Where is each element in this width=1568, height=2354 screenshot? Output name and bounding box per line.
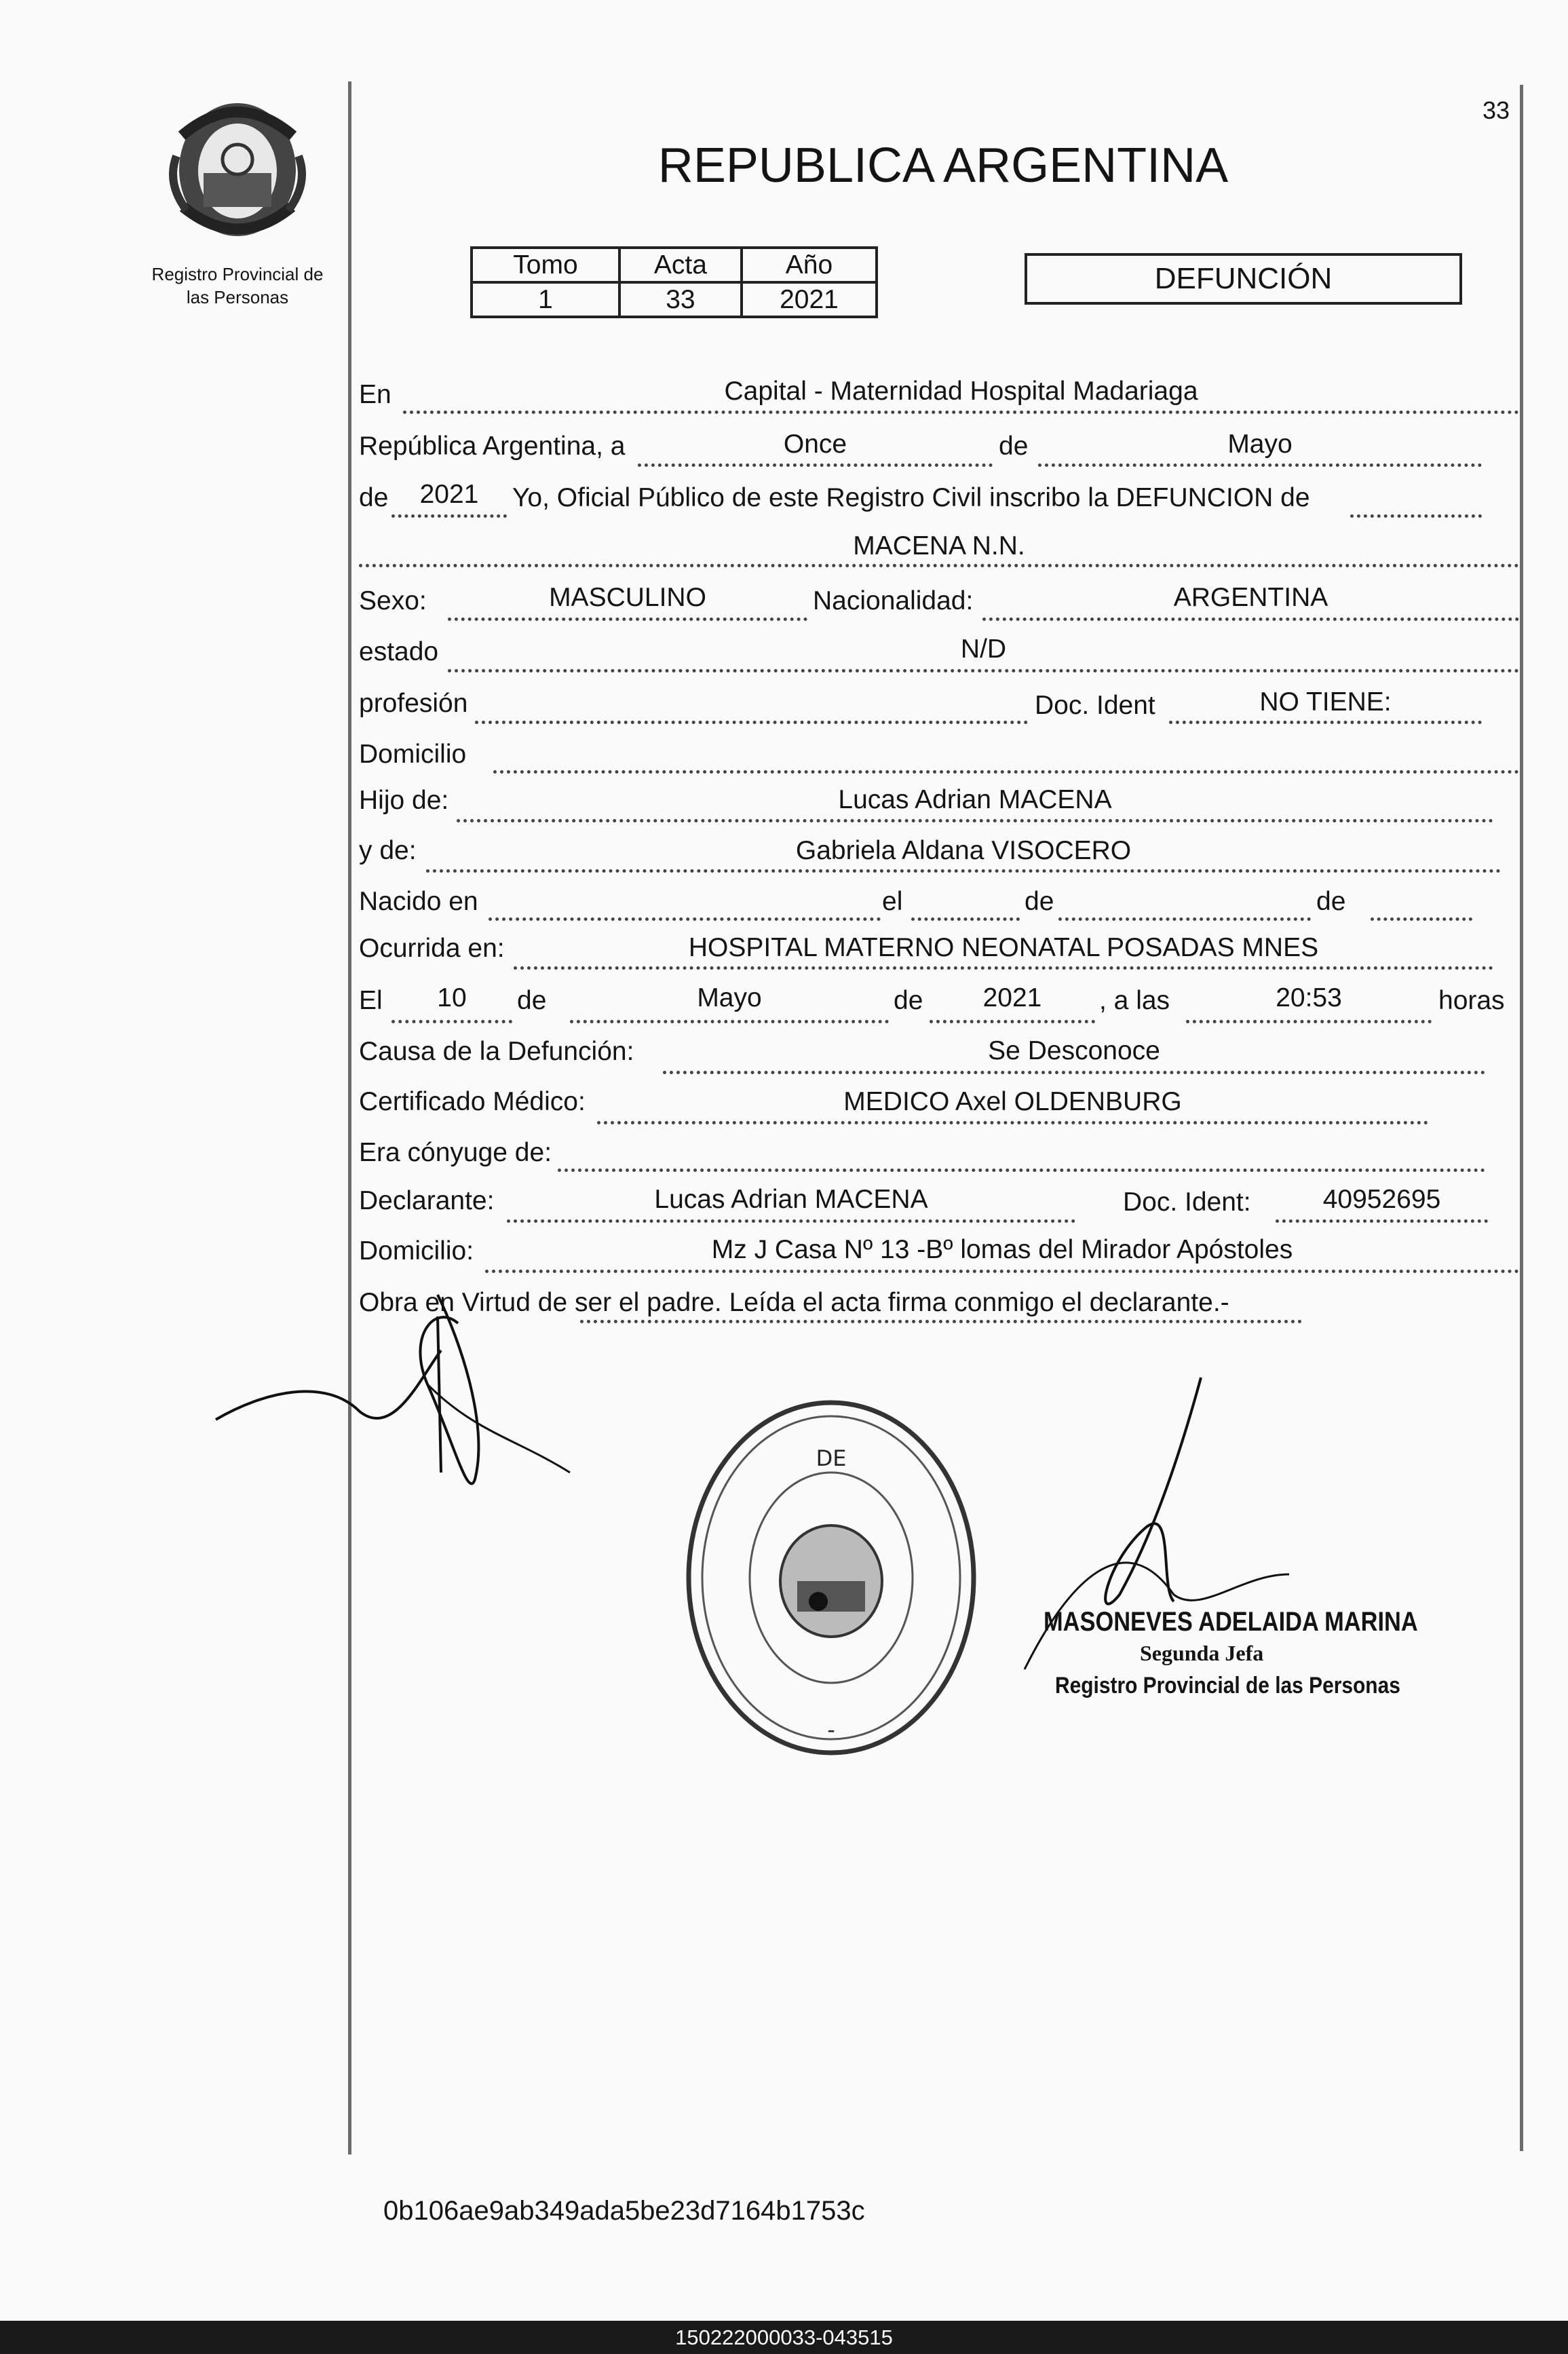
dotted-line <box>1371 917 1472 921</box>
official-seal <box>678 1394 984 1761</box>
stamp-org: Registro Provincial de las Personas <box>1055 1673 1400 1698</box>
field-sexo: MASCULINO <box>549 583 706 612</box>
dotted-line <box>1038 463 1482 467</box>
label-doc-ident: Doc. Ident <box>1035 691 1155 720</box>
dotted-line <box>475 721 1028 724</box>
field-nacionalidad: ARGENTINA <box>1173 583 1328 612</box>
label-estado: estado <box>359 637 439 666</box>
dotted-line <box>448 669 1519 672</box>
label-y-de: y de: <box>359 836 417 865</box>
stamp-role: Segunda Jefa <box>1140 1641 1264 1665</box>
label-domicilio2: Domicilio: <box>359 1236 474 1266</box>
label-domicilio: Domicilio <box>359 740 467 769</box>
doc-type-label: DEFUNCIÓN <box>1154 262 1333 295</box>
label-nacido-en: Nacido en <box>359 887 478 916</box>
label-El: El <box>359 986 383 1015</box>
label-nacionalidad: Nacionalidad: <box>813 586 974 615</box>
label-declarante: Declarante: <box>359 1186 495 1215</box>
table-header-acta: Acta <box>619 248 742 282</box>
label-de: de <box>999 432 1029 461</box>
label-de-def: de <box>517 986 547 1015</box>
declarant-signature <box>204 1276 584 1561</box>
label-en: En <box>359 380 391 409</box>
dotted-line <box>403 411 1519 414</box>
label-de-def2: de <box>894 986 923 1015</box>
label-horas: horas <box>1438 986 1505 1015</box>
label-profesion: profesión <box>359 689 468 718</box>
label-sexo: Sexo: <box>359 586 427 615</box>
dotted-line <box>558 1169 1485 1172</box>
field-doc-ident: NO TIENE: <box>1259 687 1392 717</box>
dotted-line <box>1058 917 1311 921</box>
dotted-line <box>489 917 881 921</box>
page-number: 33 <box>1483 96 1510 124</box>
field-hora: 20:53 <box>1276 983 1342 1012</box>
left-margin-line <box>348 81 351 2154</box>
field-doc-declarante: 40952695 <box>1322 1185 1441 1214</box>
label-causa: Causa de la Defunción: <box>359 1037 634 1066</box>
svg-text:DE: DE <box>816 1445 847 1471</box>
reference-table <box>470 246 878 318</box>
field-anio-def: 2021 <box>982 983 1042 1012</box>
field-madre: Gabriela Aldana VISOCERO <box>795 836 1132 865</box>
field-mes-def: Mayo <box>697 983 762 1012</box>
right-margin-line <box>1520 85 1523 2151</box>
dotted-line <box>426 869 1501 873</box>
table-value-acta: 33 <box>619 282 742 317</box>
doc-type-box <box>1025 253 1462 305</box>
label-a-las: , a las <box>1099 986 1170 1015</box>
field-dia: Once <box>783 430 847 459</box>
dotted-line <box>580 1320 1302 1323</box>
dotted-line <box>485 1270 1519 1273</box>
dotted-line <box>1276 1219 1488 1223</box>
document-hash: 0b106ae9ab349ada5be23d7164b1753c <box>383 2196 865 2226</box>
label-de-nacido-anio: de <box>1316 887 1346 916</box>
barcode-id-bar <box>0 2321 1568 2354</box>
field-causa: Se Desconoce <box>988 1036 1160 1065</box>
dotted-line <box>638 463 993 467</box>
dotted-line <box>1186 1020 1432 1023</box>
dotted-line <box>1350 514 1482 518</box>
field-certificado: MEDICO Axel OLDENBURG <box>843 1087 1182 1116</box>
table-value-tomo: 1 <box>472 282 619 317</box>
field-declarante: Lucas Adrian MACENA <box>654 1185 928 1214</box>
dotted-line <box>911 917 1020 921</box>
dotted-line <box>391 1020 512 1023</box>
province-logo <box>163 95 312 244</box>
dotted-line <box>507 1219 1075 1223</box>
registry-label-line2: las Personas <box>186 287 289 307</box>
dotted-line <box>359 564 1519 567</box>
field-lugar: Capital - Maternidad Hospital Madariaga <box>724 377 1198 406</box>
label-republica: República Argentina, a <box>359 432 626 461</box>
field-dia-def: 10 <box>437 983 467 1012</box>
table-header-anio: Año <box>742 248 877 282</box>
table-value-anio: 2021 <box>742 282 877 317</box>
field-padre: Lucas Adrian MACENA <box>838 785 1112 814</box>
stamp-name: MASONEVES ADELAIDA MARINA <box>1044 1607 1418 1637</box>
field-mes: Mayo <box>1227 430 1293 459</box>
field-domicilio-declarante: Mz J Casa Nº 13 -Bº lomas del Mirador Apóstoles <box>711 1235 1293 1264</box>
page-title: REPUBLICA ARGENTINA <box>657 138 1229 193</box>
label-de2: de <box>359 483 389 512</box>
label-de-nacido: de <box>1025 887 1054 916</box>
field-ocurrida: HOSPITAL MATERNO NEONATAL POSADAS MNES <box>688 933 1319 962</box>
label-certificado: Certificado Médico: <box>359 1087 586 1116</box>
field-anio: 2021 <box>419 480 479 509</box>
field-estado: N/D <box>960 634 1007 664</box>
label-doc-ident2: Doc. Ident: <box>1123 1188 1251 1217</box>
dotted-line <box>514 966 1493 970</box>
label-ocurrida-en: Ocurrida en: <box>359 934 505 963</box>
dotted-line <box>1169 721 1482 724</box>
label-hijo-de: Hijo de: <box>359 786 449 815</box>
dotted-line <box>597 1121 1428 1124</box>
dotted-line <box>448 618 807 621</box>
field-nombre: MACENA N.N. <box>853 531 1025 561</box>
dotted-line <box>570 1020 889 1023</box>
table-header-tomo: Tomo <box>472 248 619 282</box>
dotted-line <box>391 514 507 518</box>
dotted-line <box>457 819 1493 822</box>
dotted-line <box>982 618 1519 621</box>
label-conyuge: Era cónyuge de: <box>359 1138 552 1167</box>
registry-label-line1: Registro Provincial de <box>151 264 324 284</box>
dotted-line <box>930 1020 1095 1023</box>
label-oficial: Yo, Oficial Público de este Registro Civil inscribo la DEFUNCION de <box>512 483 1310 512</box>
dotted-line <box>663 1071 1485 1074</box>
label-el: el <box>882 887 903 916</box>
barcode-id: 150222000033-043515 <box>675 2325 893 2349</box>
dotted-line <box>493 770 1519 774</box>
svg-text:-: - <box>827 1717 835 1743</box>
label-obra: Obra en Virtud de ser el padre. Leída el acta firma conmigo el declarante.- <box>359 1288 1229 1317</box>
